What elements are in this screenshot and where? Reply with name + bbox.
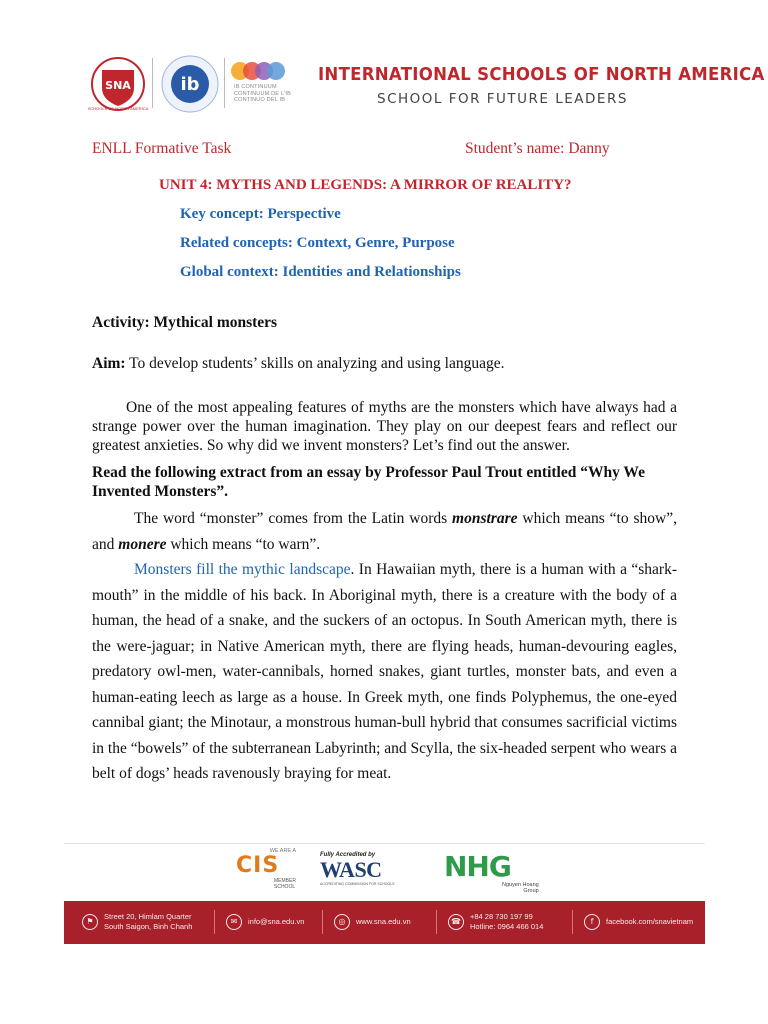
- footer-separator: [214, 910, 215, 934]
- aim-label: Aim:: [92, 355, 126, 372]
- latin-word: monere: [118, 535, 167, 553]
- activity-title: Activity: Mythical monsters: [92, 314, 278, 331]
- nhg-logo: [444, 850, 544, 894]
- email-icon: ✉: [226, 914, 242, 930]
- sna-caption: SCHOOLS OF NORTH AMERICA: [87, 106, 149, 111]
- sna-logo: [87, 56, 149, 112]
- key-concept: Key concept: Perspective: [180, 206, 341, 222]
- related-concepts: Related concepts: Context, Genre, Purpose: [180, 235, 455, 251]
- school-name: INTERNATIONAL SCHOOLS OF NORTH AMERICA: [318, 64, 765, 85]
- unit-title: UNIT 4: MYTHS AND LEGENDS: A MIRROR OF REALITY?: [159, 177, 572, 193]
- footer-accreditations: [64, 843, 705, 902]
- location-icon: ⚑: [82, 914, 98, 930]
- global-context: Global context: Identities and Relationships: [180, 264, 461, 280]
- wasc-top-text: Fully Accredited by: [320, 852, 376, 858]
- cis-logo: [236, 848, 296, 890]
- nhg-logo-text: NHG: [444, 850, 511, 883]
- cis-bottom-text: MEMBER SCHOOL: [274, 878, 296, 890]
- monsters-paragraph: [92, 557, 677, 787]
- footer-phone: +84 28 730 197 99 Hotline: 0964 466 014: [470, 912, 544, 931]
- globe-icon: ◎: [334, 914, 350, 930]
- highlighted-phrase: Monsters fill the mythic landscape: [134, 561, 351, 578]
- header-divider: [152, 58, 153, 108]
- footer-separator: [322, 910, 323, 934]
- school-tagline: SCHOOL FOR FUTURE LEADERS: [377, 91, 628, 107]
- ib-continuum-logo: [230, 60, 300, 110]
- footer-facebook[interactable]: facebook.com/snavietnam: [606, 917, 694, 926]
- facebook-icon: f: [584, 914, 600, 930]
- phone-icon: ☎: [448, 914, 464, 930]
- reading-instruction: Read the following extract from an essay by Professor Paul Trout entitled “Why We Invented Monsters”.: [92, 464, 645, 500]
- cis-top-text: WE ARE A: [269, 848, 296, 854]
- etymology-paragraph: [92, 506, 677, 557]
- footer-address: Street 20, Himlam Quarter South Saigon, Binh Chanh: [104, 912, 193, 931]
- ib-logo-text: ib: [180, 74, 200, 95]
- footer-separator: [572, 910, 573, 934]
- aim: [92, 355, 504, 373]
- footer-email[interactable]: info@sna.edu.vn: [248, 917, 305, 926]
- ib-logo: [160, 54, 220, 114]
- text-run: The word “monster” comes from the Latin words: [134, 510, 453, 527]
- wasc-logo-text: WASC: [320, 857, 382, 882]
- student-name: Student’s name: Danny: [465, 140, 610, 157]
- sna-badge-text: SNA: [105, 79, 131, 92]
- task-title: ENLL Formative Task: [92, 140, 232, 157]
- cis-logo-text: CIS: [236, 853, 280, 878]
- wasc-logo: [320, 852, 430, 886]
- wasc-bottom-text: ACCREDITING COMMISSION FOR SCHOOLS: [320, 882, 395, 886]
- header-divider: [224, 58, 225, 108]
- latin-word: monstrare: [452, 510, 518, 527]
- text-run: . In Hawaiian myth, there is a human with a “shark-mouth” in the middle of his back. In Aboriginal myth, there is a creature with the body of a human, the head of a snake, and the suckers of an octopus. In South American myth, there is the were-jaguar; in Native American myth, there are flying heads, human-devouring eagles, predatory owl-men, water-cannibals, horned snakes, giant turtles, monster bats, and even a human-eating leech as large as a house. In Greek myth, one finds Polyphemus, the one-eyed cannibal giant; the Minotaur, a monstrous human-bull hybrid that consumes sacrificial victims in the “bowels” of the subterranean Labyrinth; and Scylla, the six-headed serpent who wears a belt of dogs’ heads ravenously braying for meat.: [92, 561, 677, 782]
- footer-separator: [436, 910, 437, 934]
- nhg-sub-text: Nguyen Hoang Group: [502, 882, 539, 894]
- footer-website[interactable]: www.sna.edu.vn: [356, 917, 411, 926]
- text-run: which means “to warn”.: [166, 535, 321, 553]
- ib-continuum-text: IB CONTINUUM CONTINUUM DE L'IB CONTINUO DEL IB: [234, 84, 292, 103]
- text-run: which means “to show”, and: [92, 510, 677, 553]
- intro-paragraph: One of the most appealing features of myths are the monsters which have always had a strange power over the human imagination. They play on our deepest fears and reflect our greatest anxieties. So why did we invent monsters? Let’s find out the answer.: [92, 399, 677, 454]
- aim-text: To develop students’ skills on analyzing and using language.: [125, 355, 505, 372]
